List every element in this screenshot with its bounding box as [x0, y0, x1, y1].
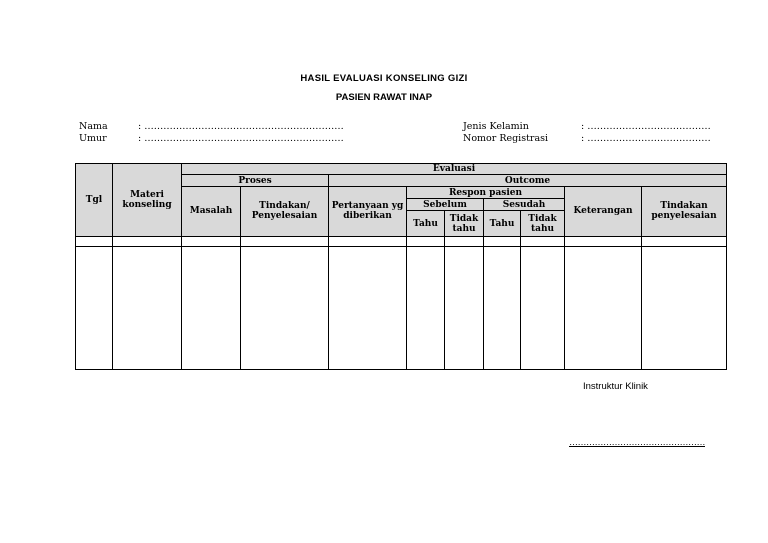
table-cell[interactable]: [565, 246, 642, 369]
table-cell[interactable]: [329, 246, 407, 369]
table-cell[interactable]: [521, 236, 565, 246]
nama-field[interactable]: : ………………………………………………………: [138, 121, 344, 132]
tindakan-penyelesaian-header: Tindakan penyelesaian: [642, 187, 727, 236]
respon-pasien-header: Respon pasien: [407, 187, 565, 199]
sesudah-tahu-header: Tahu: [484, 211, 521, 236]
sesudah-header: Sesudah: [484, 199, 565, 211]
umur-label: Umur: [79, 133, 107, 144]
jenis-kelamin-label: Jenis Kelamin: [463, 121, 529, 132]
table-cell[interactable]: [484, 236, 521, 246]
nomor-registrasi-label: Nomor Registrasi: [463, 133, 549, 144]
table-cell[interactable]: [241, 246, 329, 369]
evaluasi-header: Evaluasi: [182, 164, 727, 175]
materi-konseling-header: Materi konseling: [113, 164, 182, 237]
nama-label: Nama: [79, 121, 108, 132]
table-cell[interactable]: [484, 246, 521, 369]
table-cell[interactable]: [642, 246, 727, 369]
tindakan-header: Tindakan/ Penyelesaian: [241, 187, 329, 236]
table-cell[interactable]: [182, 246, 241, 369]
sebelum-tidak-tahu-header: Tidak tahu: [445, 211, 484, 236]
table-cell[interactable]: [642, 236, 727, 246]
jenis-kelamin-field[interactable]: : …………………………………: [581, 121, 711, 132]
table-cell[interactable]: [407, 246, 445, 369]
evaluation-table: [75, 163, 727, 370]
signature-line: …………………………………………: [569, 437, 705, 447]
table-cell[interactable]: [407, 236, 445, 246]
instruktur-klinik-label: Instruktur Klinik: [583, 381, 648, 392]
umur-field[interactable]: : ………………………………………………………: [138, 133, 344, 144]
table-cell[interactable]: [445, 236, 484, 246]
table-cell[interactable]: [76, 236, 113, 246]
proses-header: Proses: [182, 175, 329, 187]
tgl-header: Tgl: [76, 164, 113, 237]
table-cell[interactable]: [241, 236, 329, 246]
table-cell[interactable]: [76, 246, 113, 369]
table-cell[interactable]: [113, 246, 182, 369]
table-cell[interactable]: [182, 236, 241, 246]
sesudah-tidak-tahu-header: Tidak tahu: [521, 211, 565, 236]
table-cell[interactable]: [445, 246, 484, 369]
sebelum-tahu-header: Tahu: [407, 211, 445, 236]
table-row: [76, 236, 727, 246]
table-cell[interactable]: [113, 236, 182, 246]
nomor-registrasi-field[interactable]: : …………………………………: [581, 133, 711, 144]
table-cell[interactable]: [521, 246, 565, 369]
sebelum-header: Sebelum: [407, 199, 484, 211]
pertanyaan-header: Pertanyaan yg diberikan: [329, 187, 407, 236]
table-cell[interactable]: [565, 236, 642, 246]
table-cell[interactable]: [329, 236, 407, 246]
document-subtitle: PASIEN RAWAT INAP: [335, 92, 433, 103]
outcome-header: Outcome: [329, 175, 727, 187]
document-title: HASIL EVALUASI KONSELING GIZI: [300, 73, 468, 84]
table-row: [76, 246, 727, 369]
masalah-header: Masalah: [182, 187, 241, 236]
keterangan-header: Keterangan: [565, 187, 642, 236]
